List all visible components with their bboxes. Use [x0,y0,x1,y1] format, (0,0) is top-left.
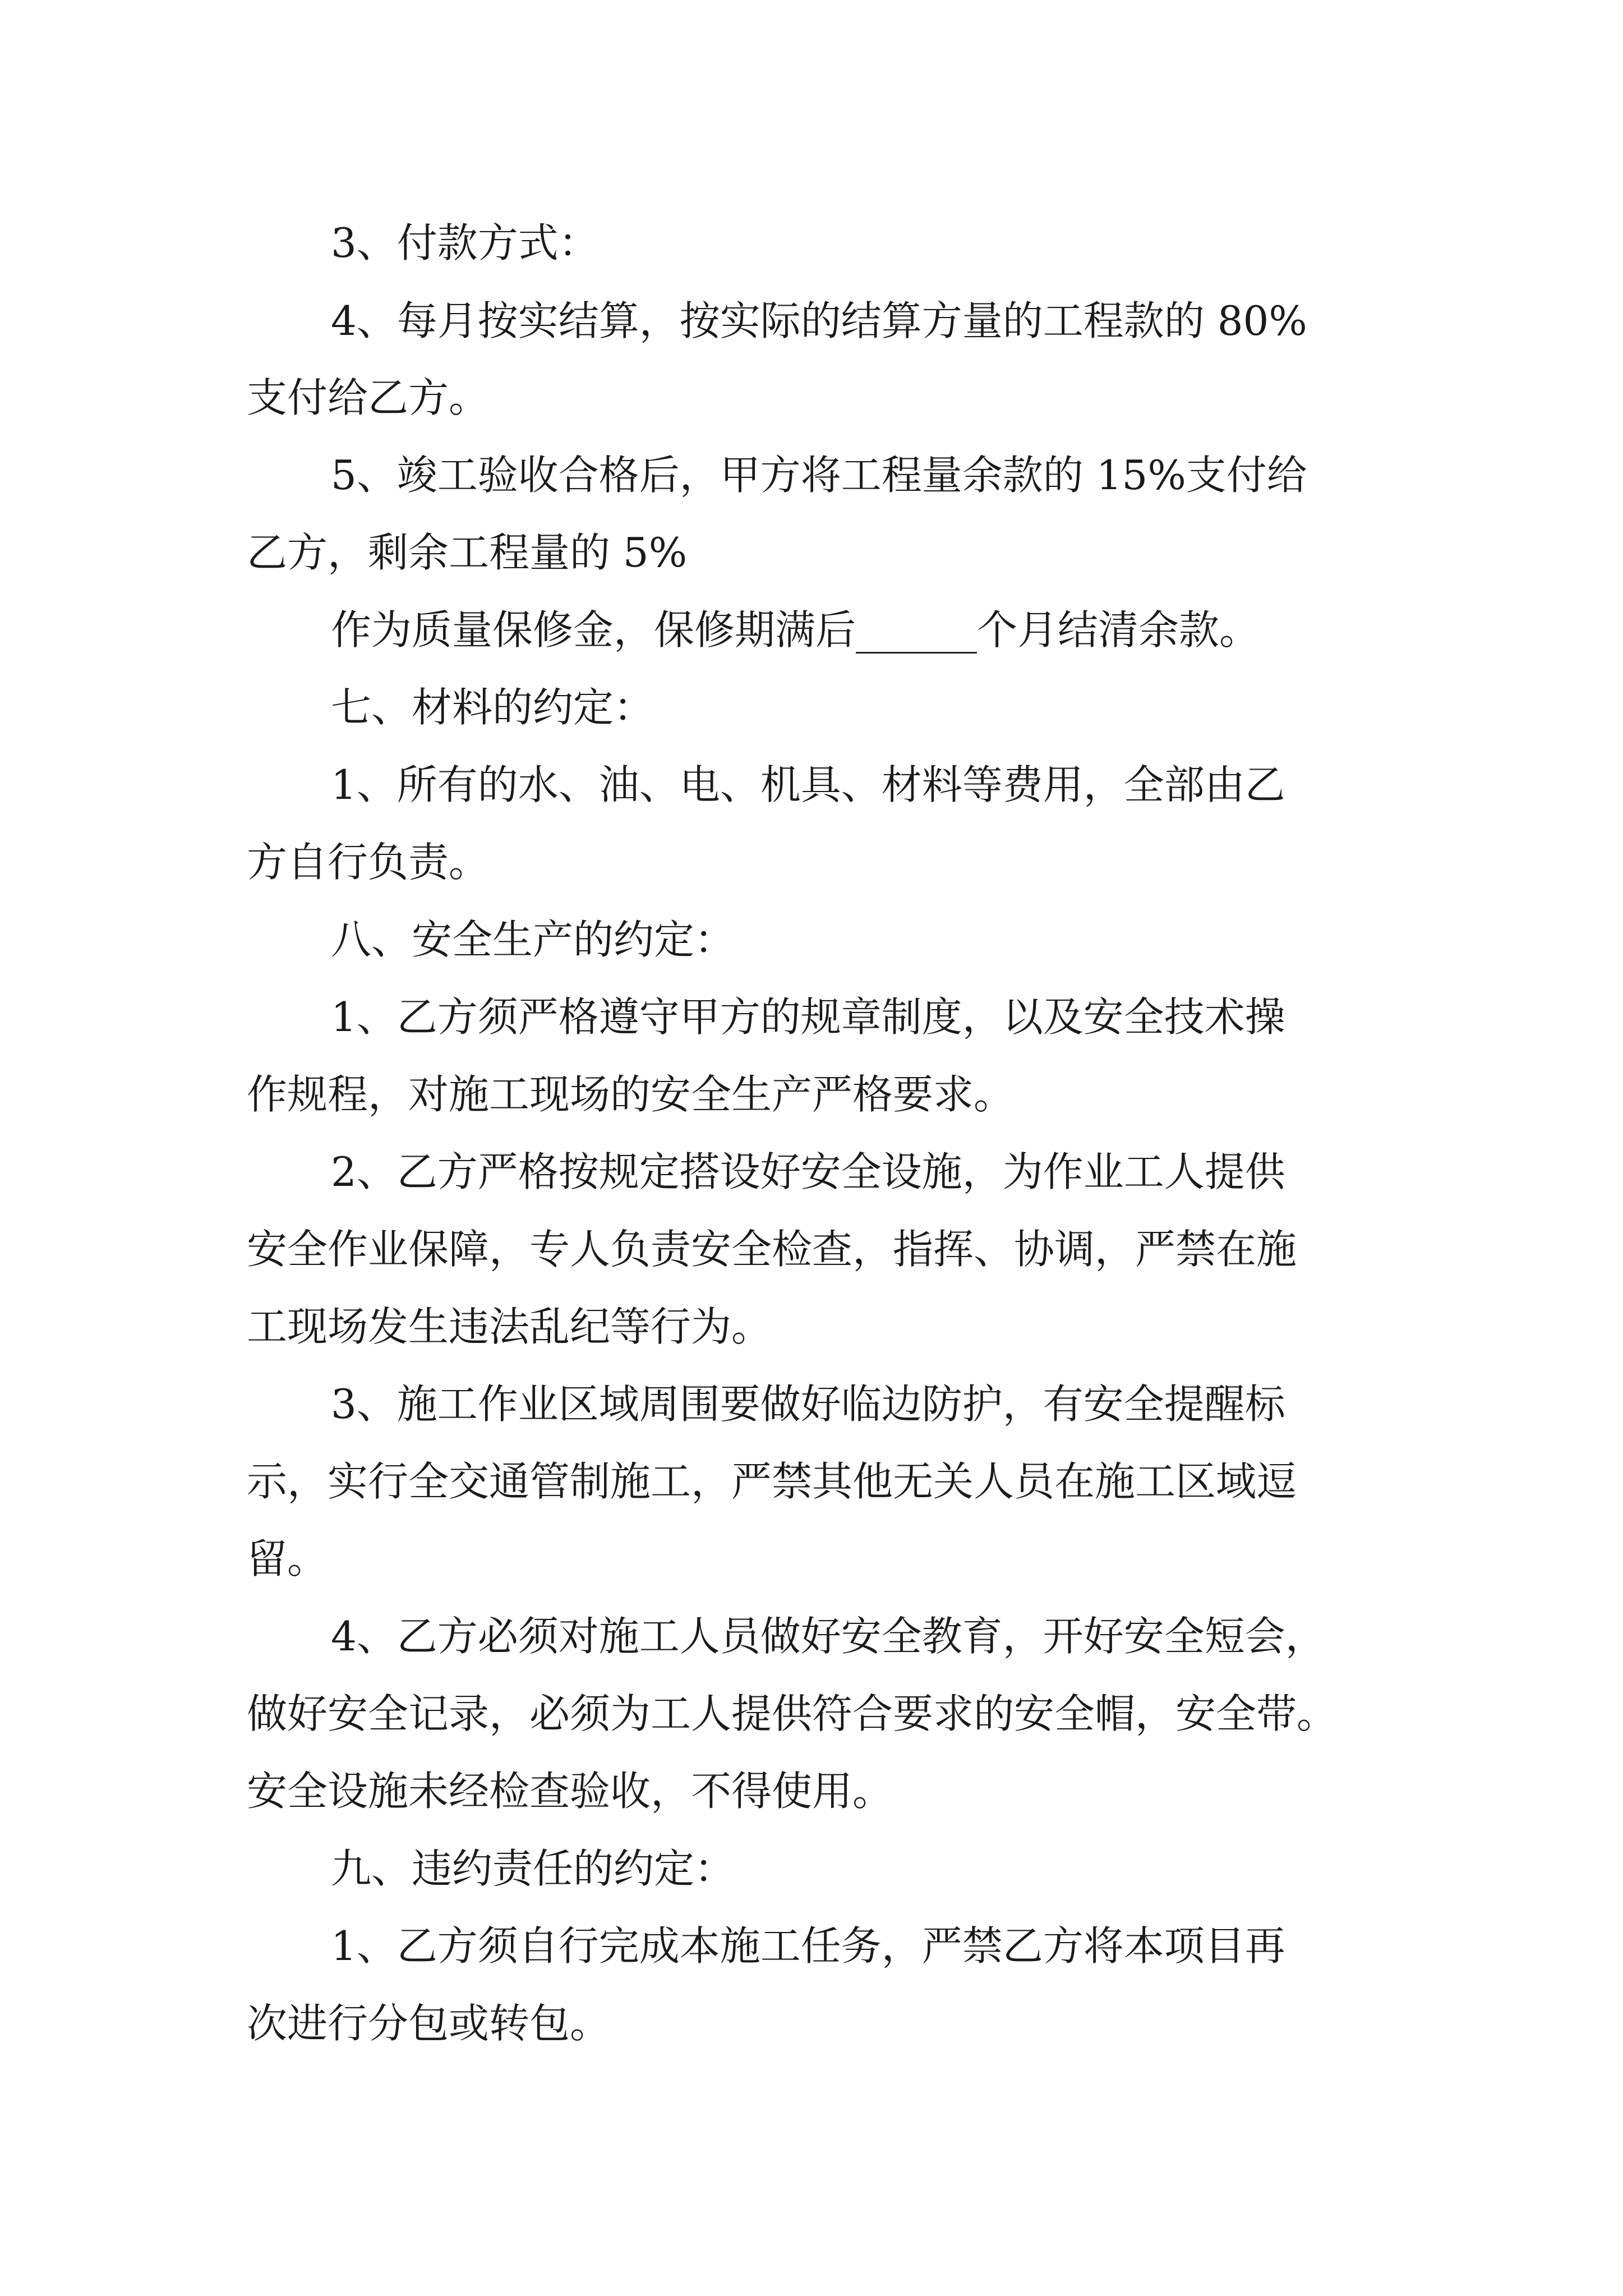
text-line: 工现场发生违法乱纪等行为。 [247,1303,772,1350]
text-line: 2、乙方严格按规定搭设好安全设施，为作业工人提供 [331,1148,1285,1195]
text-line: 支付给乙方。 [247,374,490,421]
text-line: 安全作业保障，专人负责安全检查，指挥、协调，严禁在施 [247,1226,1297,1273]
text-line: 作规程，对施工现场的安全生产严格要求。 [247,1071,1015,1118]
text-line: 方自行负责。 [247,839,490,886]
text-line: 七、材料的约定： [331,684,654,731]
text-line: 次进行分包或转包。 [247,2000,611,2047]
text-line: 4、每月按实结算，按实际的结算方量的工程款的 80% [331,297,1307,344]
text-line: 5、竣工验收合格后，甲方将工程量余款的 15%支付给 [331,452,1307,499]
text-line: 作为质量保修金，保修期满后______个月结清余款。 [331,606,1260,654]
text-line: 1、乙方须自行完成本施工任务，严禁乙方将本项目再 [331,1922,1285,1970]
text-line: 示，实行全交通管制施工，严禁其他无关人员在施工区域逗 [247,1458,1297,1505]
text-line: 乙方，剩余工程量的 5% [247,529,688,576]
text-line: 3、施工作业区域周围要做好临边防护，有安全提醒标 [331,1381,1285,1428]
text-line: 九、违约责任的约定： [331,1845,735,1892]
text-line: 做好安全记录，必须为工人提供符合要求的安全帽，安全带。 [247,1690,1338,1737]
text-line: 3、付款方式： [331,219,599,266]
text-line: 八、安全生产的约定： [331,916,735,963]
text-line: 安全设施未经检查验收，不得使用。 [247,1768,893,1815]
text-line: 留。 [247,1535,328,1582]
text-line: 1、所有的水、油、电、机具、材料等费用，全部由乙 [331,761,1285,808]
text-line: 4、乙方必须对施工人员做好安全教育，开好安全短会， [331,1613,1326,1660]
text-line: 1、乙方须严格遵守甲方的规章制度，以及安全技术操 [331,993,1285,1041]
